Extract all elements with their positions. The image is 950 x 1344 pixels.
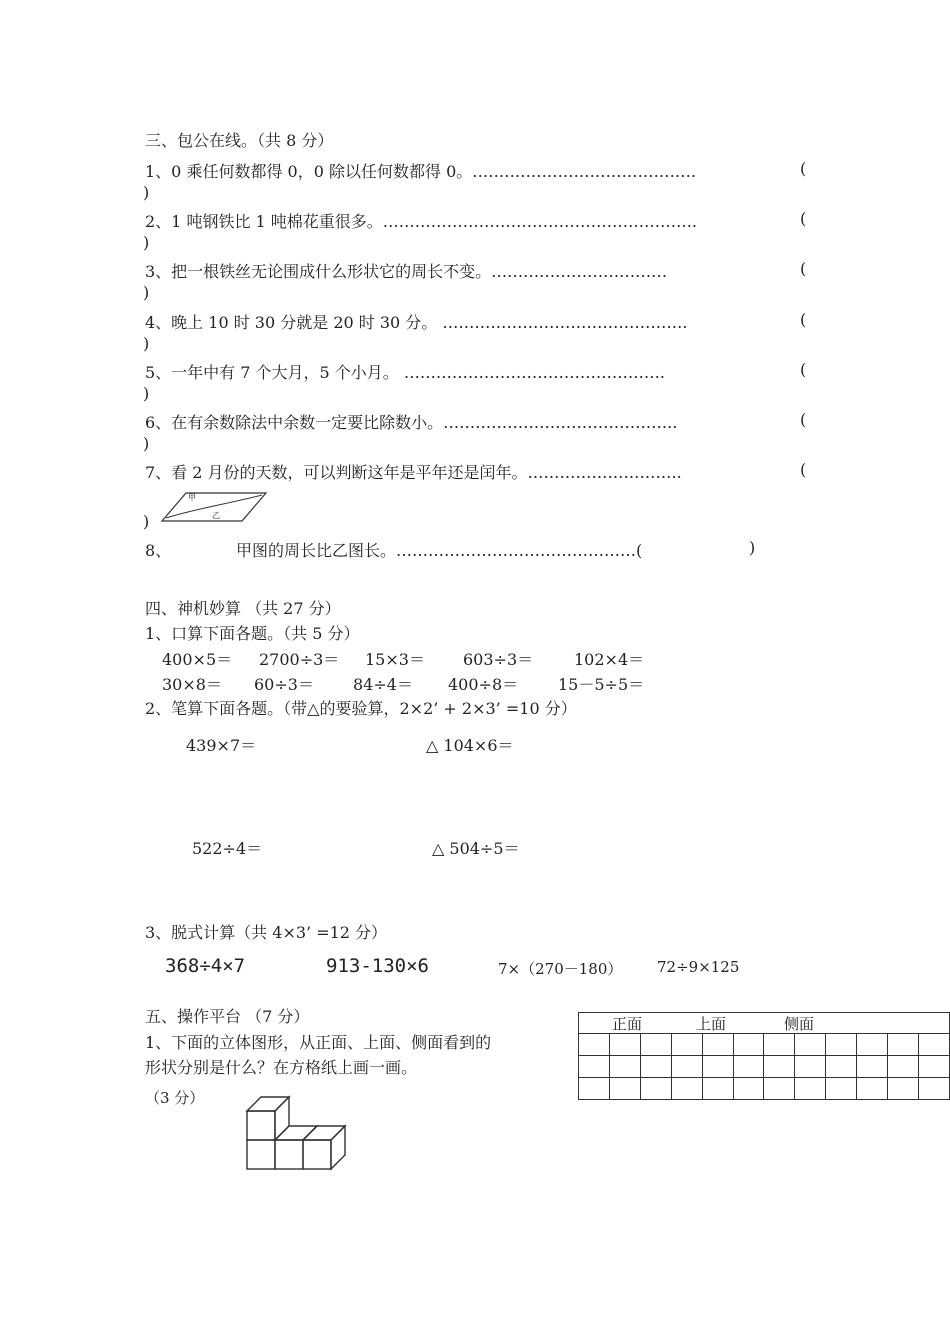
oral-problem: 2700÷3＝ bbox=[259, 650, 340, 669]
answer-paren-close-8[interactable]: ) bbox=[749, 538, 756, 557]
written-problem: 522÷4＝ bbox=[192, 839, 263, 858]
answer-paren-open[interactable]: ( bbox=[800, 259, 807, 278]
true-false-item: 4、晚上 10 时 30 分就是 20 时 30 分。 ………………………………………. bbox=[145, 313, 688, 332]
oral-problem: 400×5＝ bbox=[162, 650, 233, 669]
true-false-item: 7、看 2 月份的天数，可以判断这年是平年还是闰年。……………………….. bbox=[145, 463, 682, 482]
answer-paren-close-7[interactable]: ) bbox=[143, 512, 150, 531]
true-false-item: 6、在有余数除法中余数一定要比除数小。…………………………………….. bbox=[145, 413, 678, 432]
answer-paren-close[interactable]: ) bbox=[143, 334, 150, 353]
answer-paren-close[interactable]: ) bbox=[143, 384, 150, 403]
oral-calc-title: 1、口算下面各题。（共 5 分） bbox=[145, 624, 360, 643]
item8-number: 8、 bbox=[145, 541, 172, 560]
grid-label-top: 上面 bbox=[696, 1015, 727, 1033]
grid-paper[interactable] bbox=[578, 1012, 950, 1102]
written-problem: 439×7＝ bbox=[186, 736, 257, 755]
oral-problem: 60÷3＝ bbox=[254, 675, 314, 694]
written-problem: △ 504÷5＝ bbox=[432, 839, 520, 858]
section3-title: 三、包公在线。（共 8 分） bbox=[145, 131, 334, 150]
step-problem: 913-130×6 bbox=[326, 955, 429, 977]
answer-paren-open[interactable]: ( bbox=[800, 460, 807, 479]
answer-paren-open[interactable]: ( bbox=[800, 209, 807, 228]
oral-problem: 400÷8＝ bbox=[448, 675, 519, 694]
answer-paren-open[interactable]: ( bbox=[800, 410, 807, 429]
figure-label-yi: 乙 bbox=[212, 511, 220, 520]
solid-figure bbox=[244, 1093, 348, 1173]
step-problem: 72÷9×125 bbox=[657, 958, 740, 976]
section4-title: 四、神机妙算 （共 27 分） bbox=[145, 599, 341, 618]
grid-label-side: 侧面 bbox=[784, 1015, 815, 1033]
answer-paren-close[interactable]: ) bbox=[143, 183, 150, 202]
step-problem: 368÷4×7 bbox=[165, 955, 246, 977]
oral-problem: 102×4＝ bbox=[574, 650, 645, 669]
oral-problem: 30×8＝ bbox=[162, 675, 222, 694]
written-problem: △ 104×6＝ bbox=[426, 736, 514, 755]
answer-paren-close[interactable]: ) bbox=[143, 434, 150, 453]
true-false-item: 2、1 吨钢铁比 1 吨棉花重很多。………………………………………………….. bbox=[145, 212, 697, 231]
oral-problem: 15×3＝ bbox=[365, 650, 425, 669]
item8-text: 甲图的周长比乙图长。………………………………………( bbox=[236, 541, 643, 560]
answer-paren-close[interactable]: ) bbox=[143, 233, 150, 252]
section5-question-line2: 形状分别是什么？在方格纸上画一画。 bbox=[145, 1058, 418, 1077]
true-false-item: 5、一年中有 7 个大月，5 个小月。 …………………………………………. bbox=[145, 363, 665, 382]
grid-label-front: 正面 bbox=[612, 1015, 643, 1033]
answer-paren-open[interactable]: ( bbox=[800, 360, 807, 379]
oral-problem: 84÷4＝ bbox=[353, 675, 413, 694]
section5-question-line1: 1、下面的立体图形，从正面、上面、侧面看到的 bbox=[145, 1033, 492, 1052]
true-false-item: 1、0 乘任何数都得 0，0 除以任何数都得 0。…………………………………… bbox=[145, 162, 697, 181]
section5-title: 五、操作平台 （7 分） bbox=[145, 1007, 310, 1026]
figure-label-jia: 甲 bbox=[188, 493, 196, 502]
step-calc-title: 3、脱式计算（共 4×3’ =12 分） bbox=[145, 923, 388, 942]
oral-problem: 15－5÷5＝ bbox=[558, 675, 645, 694]
section5-score: （3 分） bbox=[145, 1089, 205, 1107]
answer-paren-open[interactable]: ( bbox=[800, 310, 807, 329]
written-calc-title: 2、笔算下面各题。（带△的要验算，2×2’ + 2×3’ =10 分） bbox=[145, 699, 577, 718]
true-false-item: 3、把一根铁丝无论围成什么形状它的周长不变。…………………………… bbox=[145, 262, 668, 281]
oral-problem: 603÷3＝ bbox=[463, 650, 534, 669]
answer-paren-close[interactable]: ) bbox=[143, 283, 150, 302]
step-problem: 7×（270－180） bbox=[498, 960, 623, 978]
answer-paren-open[interactable]: ( bbox=[800, 159, 807, 178]
